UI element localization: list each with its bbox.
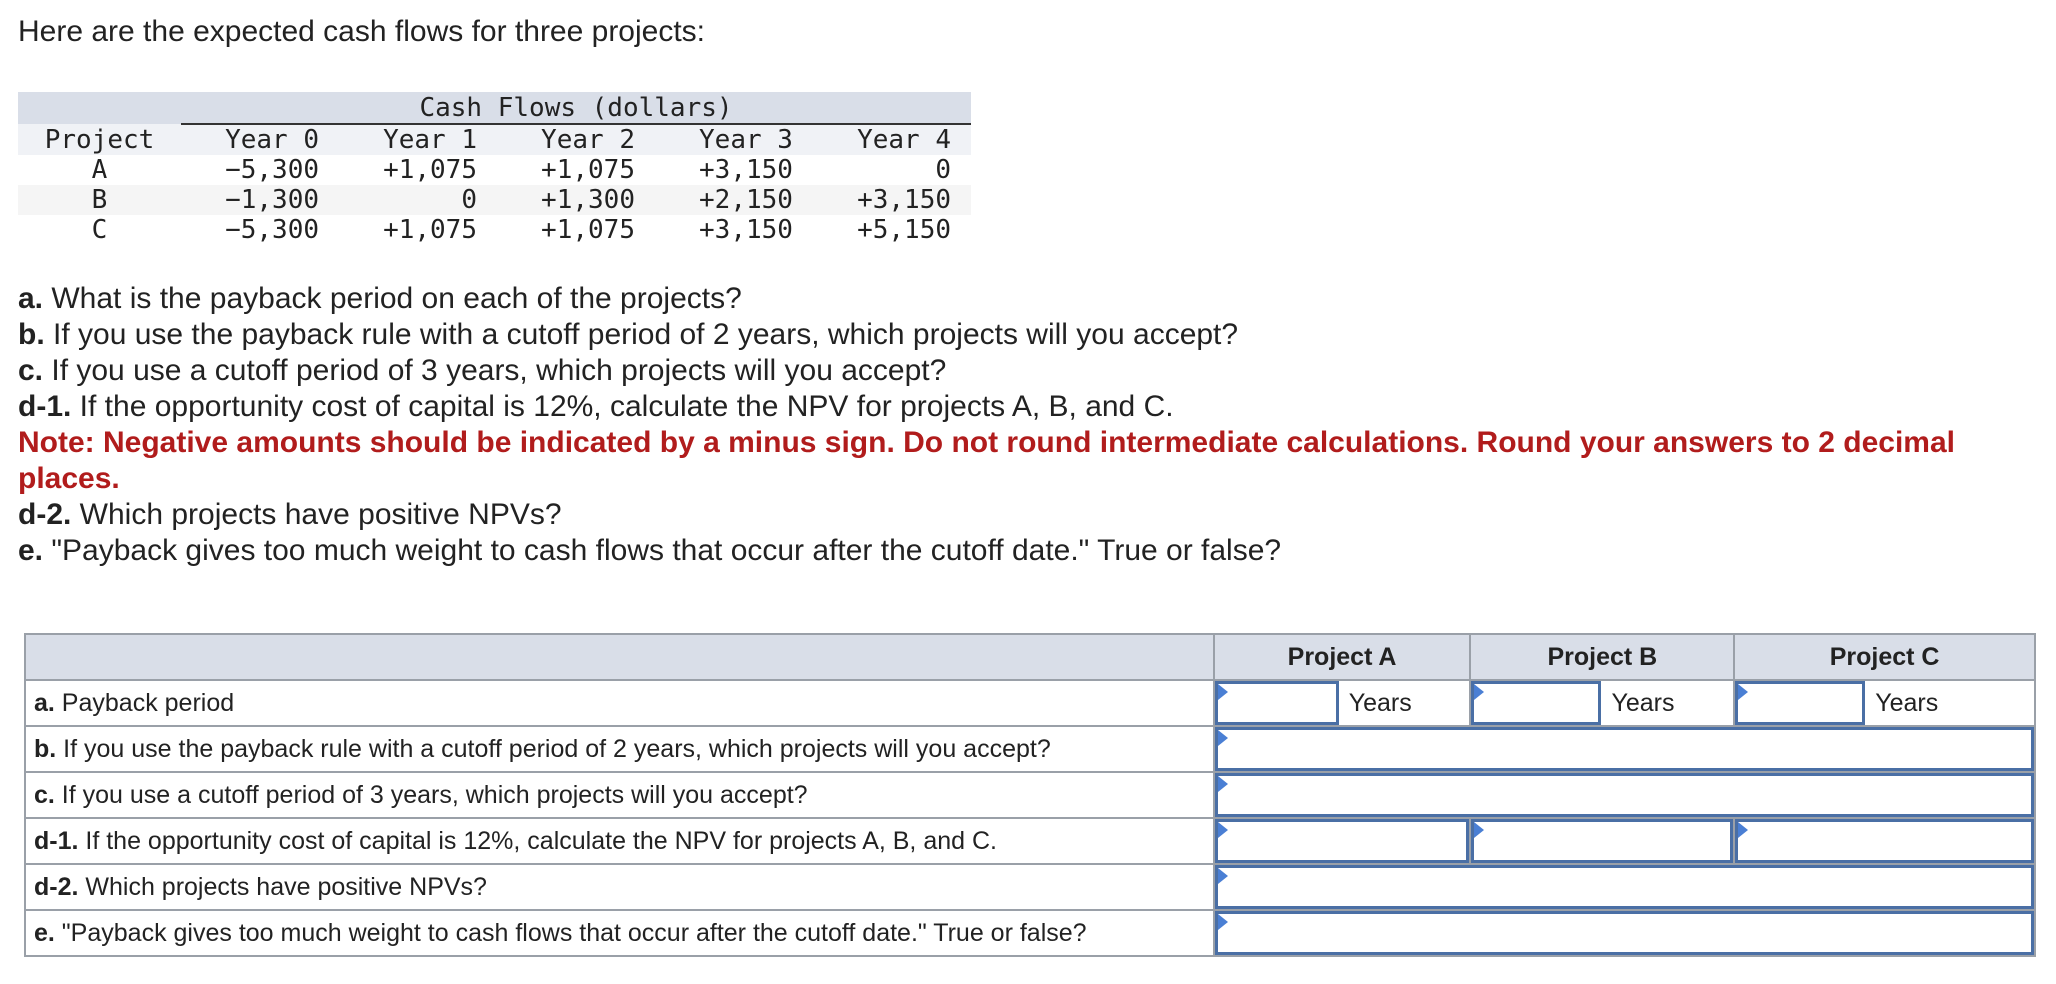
cell-value: +3,150 (813, 185, 971, 215)
grid-row-label (25, 818, 1214, 864)
question-b-text: If you use the payback rule with a cutoff period of 2 years, which projects will you accept? (44, 318, 1239, 351)
input-marker-icon (1474, 684, 1484, 700)
true-false-select[interactable] (1215, 911, 2034, 955)
positive-npv-cell (1214, 864, 2035, 910)
grid-row-label (25, 910, 1214, 956)
col-header-year2: Year 2 (497, 124, 655, 155)
table-row (18, 185, 971, 215)
table-row (18, 215, 971, 245)
npv-input-c[interactable] (1735, 819, 2034, 863)
positive-npv-select[interactable] (1215, 865, 2034, 909)
question-c-label: c. (18, 354, 44, 387)
question-b (18, 317, 2028, 353)
question-d1-text: If the opportunity cost of capital is 12%, calculate the NPV for projects A, B, and C. (71, 390, 1174, 423)
payback-unit-c: Years (1875, 689, 1939, 717)
npv-input-a[interactable] (1215, 819, 1470, 863)
rounding-note: Note: Negative amounts should be indicated by a minus sign. Do not round intermediate calculations. Round your answers to 2 decimal places. (18, 426, 1955, 495)
cell-value: +1,075 (541, 155, 635, 185)
cutoff-3-select[interactable] (1215, 773, 2034, 817)
payback-cell-c (1734, 680, 2035, 726)
col-header-project: Project (18, 124, 181, 155)
answer-grid (24, 633, 2036, 957)
row-label-text: Which projects have positive NPVs? (78, 872, 487, 901)
grid-header-project-c: Project C (1734, 634, 2035, 680)
cell-value: +2,150 (655, 185, 813, 215)
question-c-text: If you use a cutoff period of 3 years, which projects will you accept? (43, 354, 947, 387)
col-header-year3: Year 3 (655, 124, 813, 155)
intro-text: Here are the expected cash flows for three projects: (18, 15, 706, 48)
payback-input-c[interactable] (1735, 681, 1865, 725)
caption-spacer (18, 92, 181, 124)
payback-unit-a: Years (1348, 689, 1412, 717)
input-marker-icon (1474, 822, 1484, 838)
question-c (18, 353, 2028, 389)
input-marker-icon (1218, 868, 1228, 884)
row-label-letter: b. (34, 734, 57, 763)
grid-header-blank (25, 634, 1214, 680)
question-d1-label: d-1. (18, 390, 72, 423)
cell-value: +1,300 (497, 185, 655, 215)
cell-project: A (91, 155, 108, 185)
grid-row-label (25, 726, 1214, 772)
payback-input-a[interactable] (1215, 681, 1339, 725)
payback-cell-a (1214, 680, 1471, 726)
row-label-text: "Payback gives too much weight to cash flows that occur after the cutoff date." True or false? (54, 918, 1087, 947)
grid-row-npv (25, 818, 2035, 864)
grid-row-label (25, 864, 1214, 910)
row-label-text: If you use a cutoff period of 3 years, which projects will you accept? (54, 780, 808, 809)
grid-header-project-b: Project B (1470, 634, 1734, 680)
question-e (18, 533, 2028, 569)
row-label-letter: c. (34, 780, 55, 809)
input-marker-icon (1738, 822, 1748, 838)
input-marker-icon (1218, 914, 1228, 930)
cell-value: 0 (935, 155, 951, 185)
cash-flow-caption: Cash Flows (dollars) (181, 92, 971, 124)
payback-input-b[interactable] (1471, 681, 1601, 725)
col-header-year0: Year 0 (181, 124, 339, 155)
cutoff-2-select[interactable] (1215, 727, 2034, 771)
question-b-label: b. (18, 318, 45, 351)
grid-row-payback (25, 680, 2035, 726)
row-label-text: If you use the payback rule with a cutoff period of 2 years, which projects will you accept? (56, 734, 1051, 763)
question-a-text: What is the payback period on each of the projects? (43, 282, 742, 315)
npv-cell-b (1470, 818, 1734, 864)
input-marker-icon (1218, 684, 1228, 700)
grid-row-label (25, 772, 1214, 818)
question-d1 (18, 389, 2028, 425)
cell-value: −1,300 (181, 185, 339, 215)
true-false-cell (1214, 910, 2035, 956)
cash-flow-table (18, 92, 971, 245)
cell-project: B (18, 185, 181, 215)
row-label-letter: d-1. (34, 826, 79, 855)
question-a-label: a. (18, 282, 44, 315)
grid-row-cutoff-2 (25, 726, 2035, 772)
cell-value: −5,300 (225, 155, 319, 185)
question-d2-label: d-2. (18, 498, 72, 531)
input-marker-icon (1218, 730, 1228, 746)
cell-value: +5,150 (857, 215, 951, 245)
row-label-text: If the opportunity cost of capital is 12%, calculate the NPV for projects A, B, and C. (78, 826, 997, 855)
grid-header-project-a: Project A (1214, 634, 1471, 680)
cell-value: −5,300 (225, 215, 319, 245)
cell-value: 0 (339, 185, 497, 215)
cell-value: +3,150 (699, 215, 793, 245)
question-a (18, 281, 2028, 317)
cutoff-2-cell (1214, 726, 2035, 772)
col-header-year1: Year 1 (339, 124, 497, 155)
payback-unit-b: Years (1611, 689, 1675, 717)
row-label-letter: d-2. (34, 872, 79, 901)
question-d2 (18, 497, 2028, 533)
payback-cell-b (1470, 680, 1734, 726)
row-label-text: Payback period (54, 688, 235, 717)
cutoff-3-cell (1214, 772, 2035, 818)
npv-input-b[interactable] (1471, 819, 1733, 863)
question-list (18, 281, 2028, 569)
table-row (18, 155, 971, 185)
row-label-letter: e. (34, 918, 55, 947)
col-header-year4: Year 4 (813, 124, 971, 155)
grid-row-label (25, 680, 1214, 726)
cell-value: +1,075 (541, 215, 635, 245)
grid-row-true-false (25, 910, 2035, 956)
npv-cell-a (1214, 818, 1471, 864)
question-e-label: e. (18, 534, 44, 567)
cell-value: +1,075 (383, 155, 477, 185)
input-marker-icon (1738, 684, 1748, 700)
cell-value: +1,075 (383, 215, 477, 245)
grid-row-cutoff-3 (25, 772, 2035, 818)
input-marker-icon (1218, 822, 1228, 838)
grid-row-positive-npv (25, 864, 2035, 910)
cell-value: +3,150 (699, 155, 793, 185)
row-label-letter: a. (34, 688, 55, 717)
npv-cell-c (1734, 818, 2035, 864)
input-marker-icon (1218, 776, 1228, 792)
question-d2-text: Which projects have positive NPVs? (71, 498, 562, 531)
question-e-text: "Payback gives too much weight to cash flows that occur after the cutoff date." True or false? (43, 534, 1282, 567)
cell-project: C (91, 215, 108, 245)
